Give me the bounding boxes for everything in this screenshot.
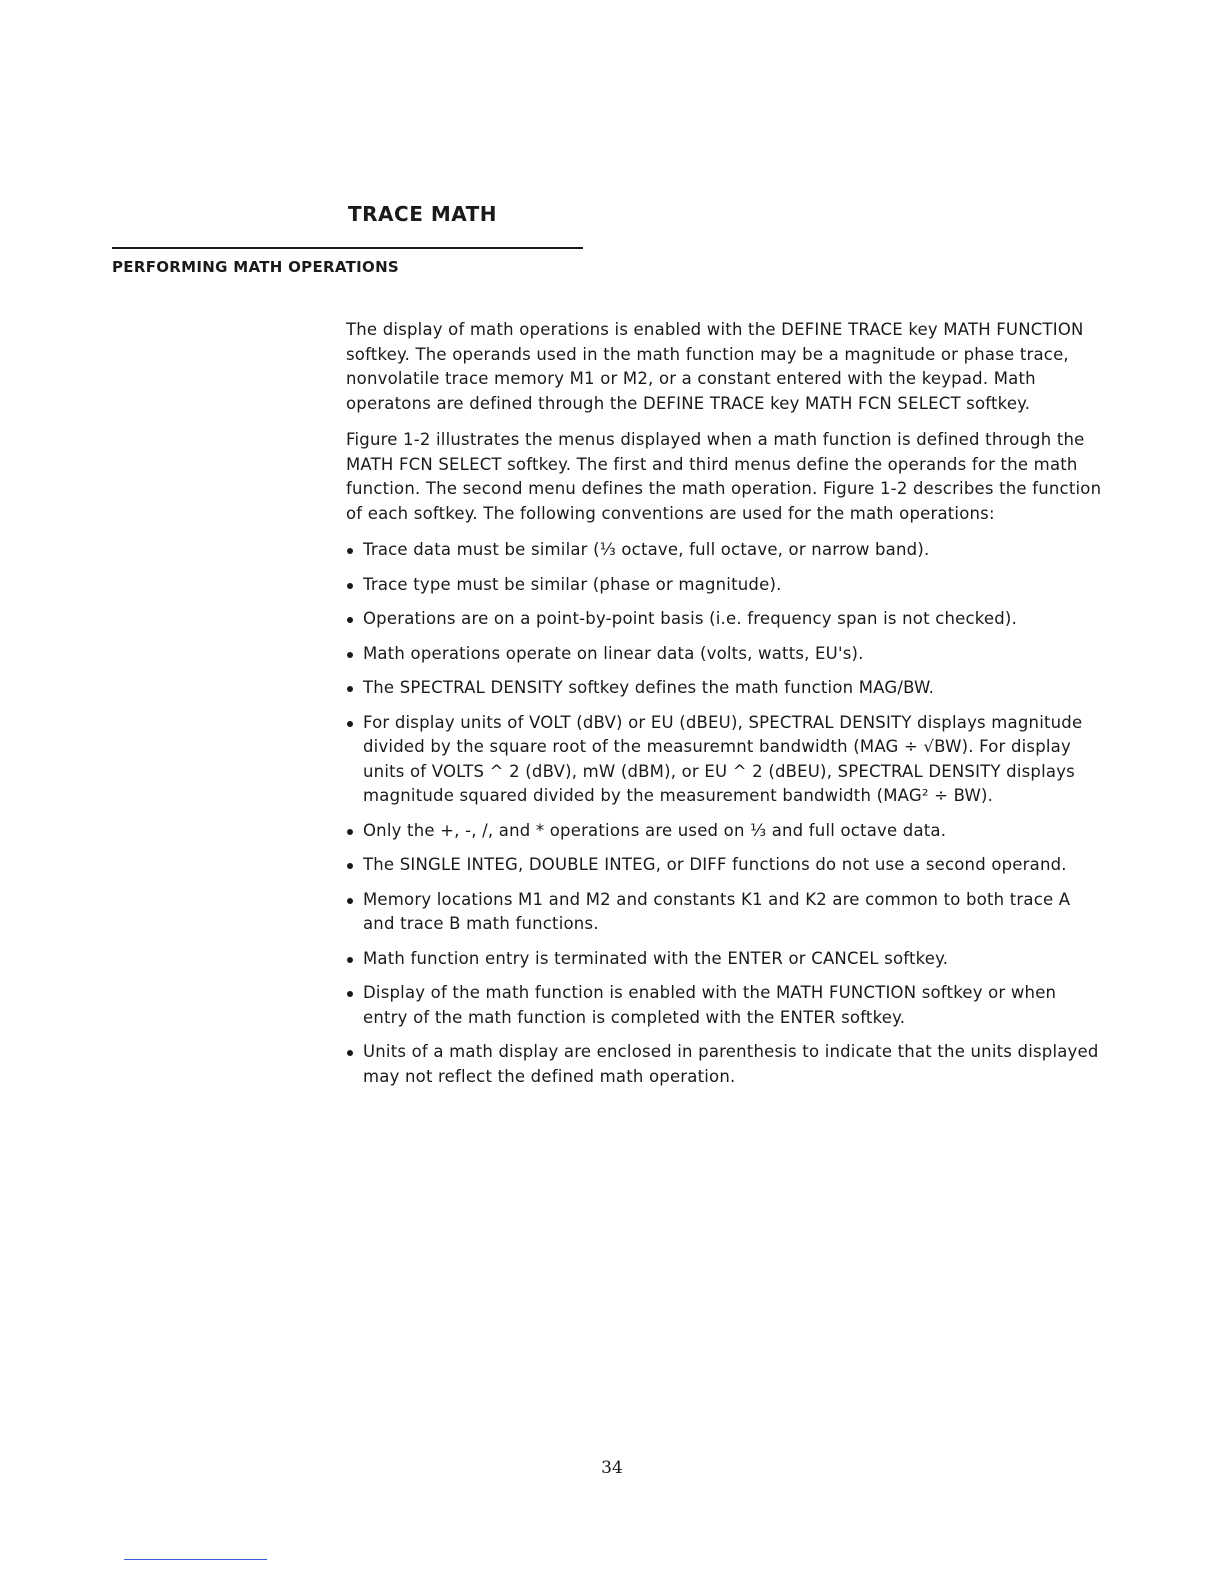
bottom-rule [124, 1559, 267, 1560]
list-item: Operations are on a point-by-point basis (i.e. frequency span is not checked). [346, 607, 1106, 632]
list-item: Only the +, -, /, and * operations are used on ⅓ and full octave data. [346, 819, 1106, 844]
list-item: Trace data must be similar (⅓ octave, full octave, or narrow band). [346, 538, 1106, 563]
paragraph: Figure 1-2 illustrates the menus displayed when a math function is defined through the MATH FCN SELECT softkey. The first and third menus define the operands for the math function. The second menu defines the math operation. Figure 1-2 describes the function of each softkey. The following conventions are used for the math operations: [346, 430, 1102, 523]
page-number: 34 [601, 1458, 623, 1478]
list-item: Math operations operate on linear data (volts, watts, EU's). [346, 642, 1106, 667]
list-item: The SPECTRAL DENSITY softkey defines the math function MAG/BW. [346, 676, 1106, 701]
page-title: TRACE MATH [348, 202, 498, 226]
paragraph: The display of math operations is enabled with the DEFINE TRACE key MATH FUNCTION softkey. The operands used in the math function may be a magnitude or phase trace, nonvolatile trace memory M1 or M2, or a constant entered with the keypad. Math operatons are defined through the DEFINE TRACE key MATH FCN SELECT softkey. [346, 320, 1084, 413]
body-text [346, 318, 1106, 1099]
list-item: Display of the math function is enabled with the MATH FUNCTION softkey or when entry of the math function is completed with the ENTER softkey. [346, 981, 1106, 1030]
list-item: Math function entry is terminated with the ENTER or CANCEL softkey. [346, 947, 1106, 972]
section-rule [112, 247, 583, 249]
list-item: For display units of VOLT (dBV) or EU (dBEU), SPECTRAL DENSITY displays magnitude divided by the square root of the measuremnt bandwidth (MAG ÷ √BW). For display units of VOLTS ^ 2 (dBV), mW (dBM), or EU ^ 2 (dBEU), SPECTRAL DENSITY displays magnitude squared divided by the measurement bandwidth (MAG² ÷ BW). [346, 711, 1106, 809]
list-item: Units of a math display are enclosed in parenthesis to indicate that the units displayed may not reflect the defined math operation. [346, 1040, 1106, 1089]
conventions-list [346, 538, 1106, 1089]
section-heading: PERFORMING MATH OPERATIONS [112, 258, 400, 276]
list-item: Trace type must be similar (phase or magnitude). [346, 573, 1106, 598]
list-item: The SINGLE INTEG, DOUBLE INTEG, or DIFF functions do not use a second operand. [346, 853, 1106, 878]
list-item: Memory locations M1 and M2 and constants K1 and K2 are common to both trace A and trace B math functions. [346, 888, 1106, 937]
